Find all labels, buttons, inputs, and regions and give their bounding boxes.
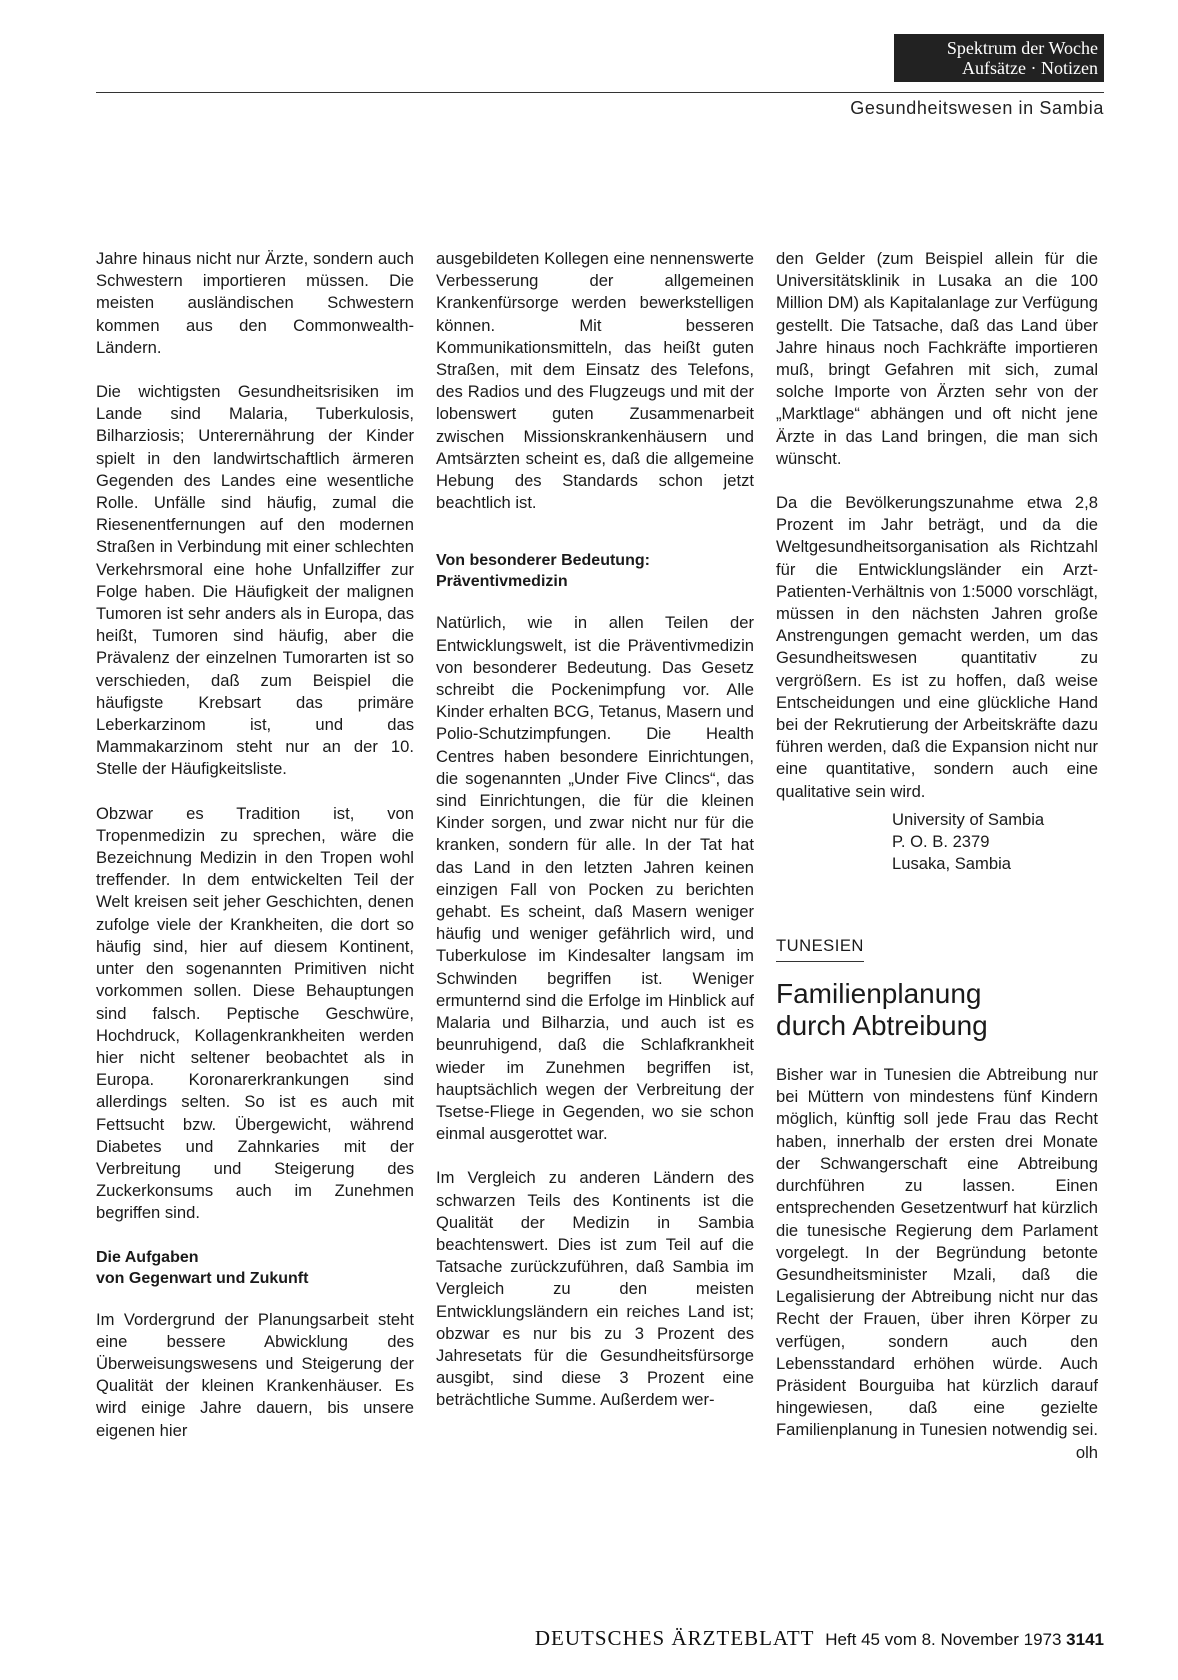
section-tag-line2: Aufsätze · Notizen (962, 58, 1098, 78)
col1-paragraph-4: Im Vordergrund der Planungsarbeit steht eine bessere Abwicklung des Überweisungswesens und Steigerung der Qualität der kleinen Krankenhäuser. Es wird einige Jahre dauern, bis unsere eigenen hier (96, 1309, 414, 1440)
column-1 (96, 248, 414, 1464)
page-number: 3141 (1066, 1630, 1104, 1649)
section-tag (894, 34, 1104, 82)
col3-paragraph-2: Da die Bevölkerungszunahme etwa 2,8 Prozent im Jahr beträgt, und da die Weltgesundheitsorganisation als Richtzahl für die Entwicklungsländer ein Arzt-Patienten-Verhältnis von 1:5000 vorschlägt, müssen in den nächsten Jahren große Anstrengungen gemacht werden, um das Gesundheitswesen quantitativ zu vergrößern. Es ist zu hoffen, daß weise Entscheidungen und eine glückliche Hand bei der Rekrutierung der Arbeitskräfte dazu führen werden, daß die Expansion nicht nur eine quantitative, sondern auch eine qualitative sein wird. (776, 493, 1098, 801)
col3-paragraph-3-text: Bisher war in Tunesien die Abtreibung nur bei Müttern von mindestens fünf Kindern möglich, künftig soll jede Frau das Recht haben, innerhalb der ersten drei Monate der Schwangerschaft eine Abtreibung durchführen zu lassen. Einen entsprechenden Gesetzentwurf hat kürzlich die tunesische Regierung dem Parlament vorgelegt. In der Begründung betonte Gesundheitsminister Mzali, daß die Legalisierung der Abtreibung nicht nur das Recht der Frauen, über ihren Körper zu verfügen, sondern auch den Lebensstandard erhöhen würde. Auch Präsident Bourguiba hat kürzlich darauf hingewiesen, daß eine gezielte Familienplanung in Tunesien notwendig sei. (776, 1065, 1098, 1440)
article-title-line1: Familienplanung (776, 978, 982, 1010)
col2-subheading-line2: Präventivmedizin (436, 573, 568, 591)
page-footer (535, 1626, 1104, 1651)
section-label: TUNESIEN (776, 935, 864, 962)
col1-subheading-line1: Die Aufgaben (96, 1248, 199, 1266)
column-2 (436, 248, 754, 1434)
col2-paragraph-1: ausgebildeten Kollegen eine nennenswerte Verbesserung der allgemeinen Krankenfürsorge werden bewerkstelligen können. Mit besseren Kommunikationsmitteln, das heißt guten Straßen, mit dem Einsatz des Telefons, des Radios und des Flugzeugs und mit der lobenswert guten Zusammenarbeit zwischen Missionskrankenhäusern und Amtsärzten scheint es, daß die allgemeine Hebung des Standards schon jetzt beachtlich ist. (436, 249, 754, 513)
col1-paragraph-2: Die wichtigsten Gesundheitsrisiken im Lande sind Malaria, Tuberkulosis, Bilharziosis; Unterernährung der Kinder spielt in den landwirtschaftlich ärmeren Gegenden des Landes eine wesentliche Rolle. Unfälle sind häufig, zumal die Riesenentfernungen auf den modernen Straßen in Verbindung mit einer schlechten Verkehrsmoral eine hohe Unfallziffer zur Folge haben. Die Häufigkeit der malignen Tumoren ist sehr anders als in Europa, das heißt, Tumoren sind häufig, aber die Prävalenz der einzelnen Tumorarten ist so verschieden, daß zum Beispiel die häufigste Krebsart das primäre Leberkarzinom ist, und das Mammakarzinom steht nur an der 10. Stelle der Häufigkeitsliste. (96, 382, 414, 779)
column-3 (776, 248, 1098, 1464)
col1-subheading (96, 1247, 414, 1289)
col2-paragraph-3: Im Vergleich zu anderen Ländern des schwarzen Teils des Kontinents ist die Qualität der Medizin in Sambia beachtenswert. Dies ist zum Teil auf die Tatsache zurückzuführen, daß Sambia im Vergleich zu den meisten Entwicklungsländern ein reiches Land ist; obzwar es nur bis zu 3 Prozent des Jahresetats für die Gesundheitsfürsorge ausgibt, sind diese 3 Prozent eine beträchtliche Summe. Außerdem wer- (436, 1168, 754, 1410)
article-title (776, 978, 1098, 1042)
address-line-1: University of Sambia (892, 809, 1045, 829)
col3-paragraph-3 (776, 1064, 1098, 1462)
col1-subheading-line2: von Gegenwart und Zukunft (96, 1269, 309, 1287)
article-title-line2: durch Abtreibung (776, 1010, 988, 1042)
col3-paragraph-1: den Gelder (zum Beispiel allein für die Universitätsklinik in Lusaka an die 100 Million DM) als Kapitalanlage zur Verfügung gestellt. Die Tatsache, daß das Land über Jahre hinaus noch Fachkräfte importieren muß, bringt Gefahren mit sich, zumal solche Importe von Ärzten sehr von der „Marktlage“ abhängen und oft nicht jene Ärzte in das Land bringen, die man sich wünscht. (776, 249, 1098, 468)
col2-subheading-line1: Von besonderer Bedeutung: (436, 552, 650, 570)
address-line-3: Lusaka, Sambia (892, 853, 1011, 873)
author-address (892, 809, 1098, 875)
col2-subheading (436, 550, 754, 592)
section-tag-line1: Spektrum der Woche (946, 38, 1098, 58)
author-signature: olh (1075, 1442, 1098, 1462)
issue-info: Heft 45 vom 8. November 1973 (825, 1630, 1062, 1649)
col2-paragraph-2: Natürlich, wie in allen Teilen der Entwicklungswelt, ist die Präventivmedizin von besonderer Bedeutung. Das Gesetz schreibt die Pockenimpfung vor. Alle Kinder erhalten BCG, Tetanus, Masern und Polio-Schutzimpfungen. Die Health Centres haben besondere Einrichtungen, die sogenannten „Under Five Clincs“, das sind Einrichtungen, die für die kleinen Kinder sorgen, und zwar nicht nur für die kranken, sondern für alle. In der Tat hat das Land in den letzten Jahren keinen einzigen Fall von Pocken zu berichten gehabt. Es scheint, daß Masern weniger häufig und weniger gefährlich wird, und Tuberkulose im Kindesalter langsam im Schwinden begriffen ist. Weniger ermunternd sind die Erfolge im Hinblick auf Malaria und Bilharzia, und auch ist es beunruhigend, daß die Schlafkrankheit wieder im Zunehmen begriffen ist, hauptsächlich wegen der Verbreitung der Tsetse-Fliege in Gegenden, wo sie schon einmal ausgerottet war. (436, 613, 754, 1144)
address-line-2: P. O. B. 2379 (892, 831, 990, 851)
running-title: Gesundheitswesen in Sambia (850, 98, 1104, 118)
header-rule (96, 92, 1104, 93)
col1-paragraph-3: Obzwar es Tradition ist, von Tropenmedizin zu sprechen, wäre die Bezeichnung Medizin in den Tropen wohl treffender. In dem entwickelten Teil der Welt kreisen seit jeher Geschichten, denen zufolge viele der Krankheiten, die dort so häufig sind, hier auf diesem Kontinent, unter den sogenannten Primitiven nicht vorkommen sollen. Diese Behauptungen sind falsch. Peptische Geschwüre, Hochdruck, Kollagenkrankheiten werden hier nicht seltener beobachtet als in Europa. Koronarerkrankungen sind allerdings selten. So ist es auch mit Fettsucht bzw. Übergewicht, während Diabetes und Zahnkaries mit der Verbreitung und Steigerung des Zuckerkonsums auch im Zunehmen begriffen sind. (96, 803, 414, 1223)
col1-paragraph-1: Jahre hinaus nicht nur Ärzte, sondern auch Schwestern importieren müssen. Die meisten ausländischen Schwestern kommen aus den Commonwealth-Ländern. (96, 249, 414, 357)
journal-name: DEUTSCHES ÄRZTEBLATT (534, 1626, 815, 1650)
